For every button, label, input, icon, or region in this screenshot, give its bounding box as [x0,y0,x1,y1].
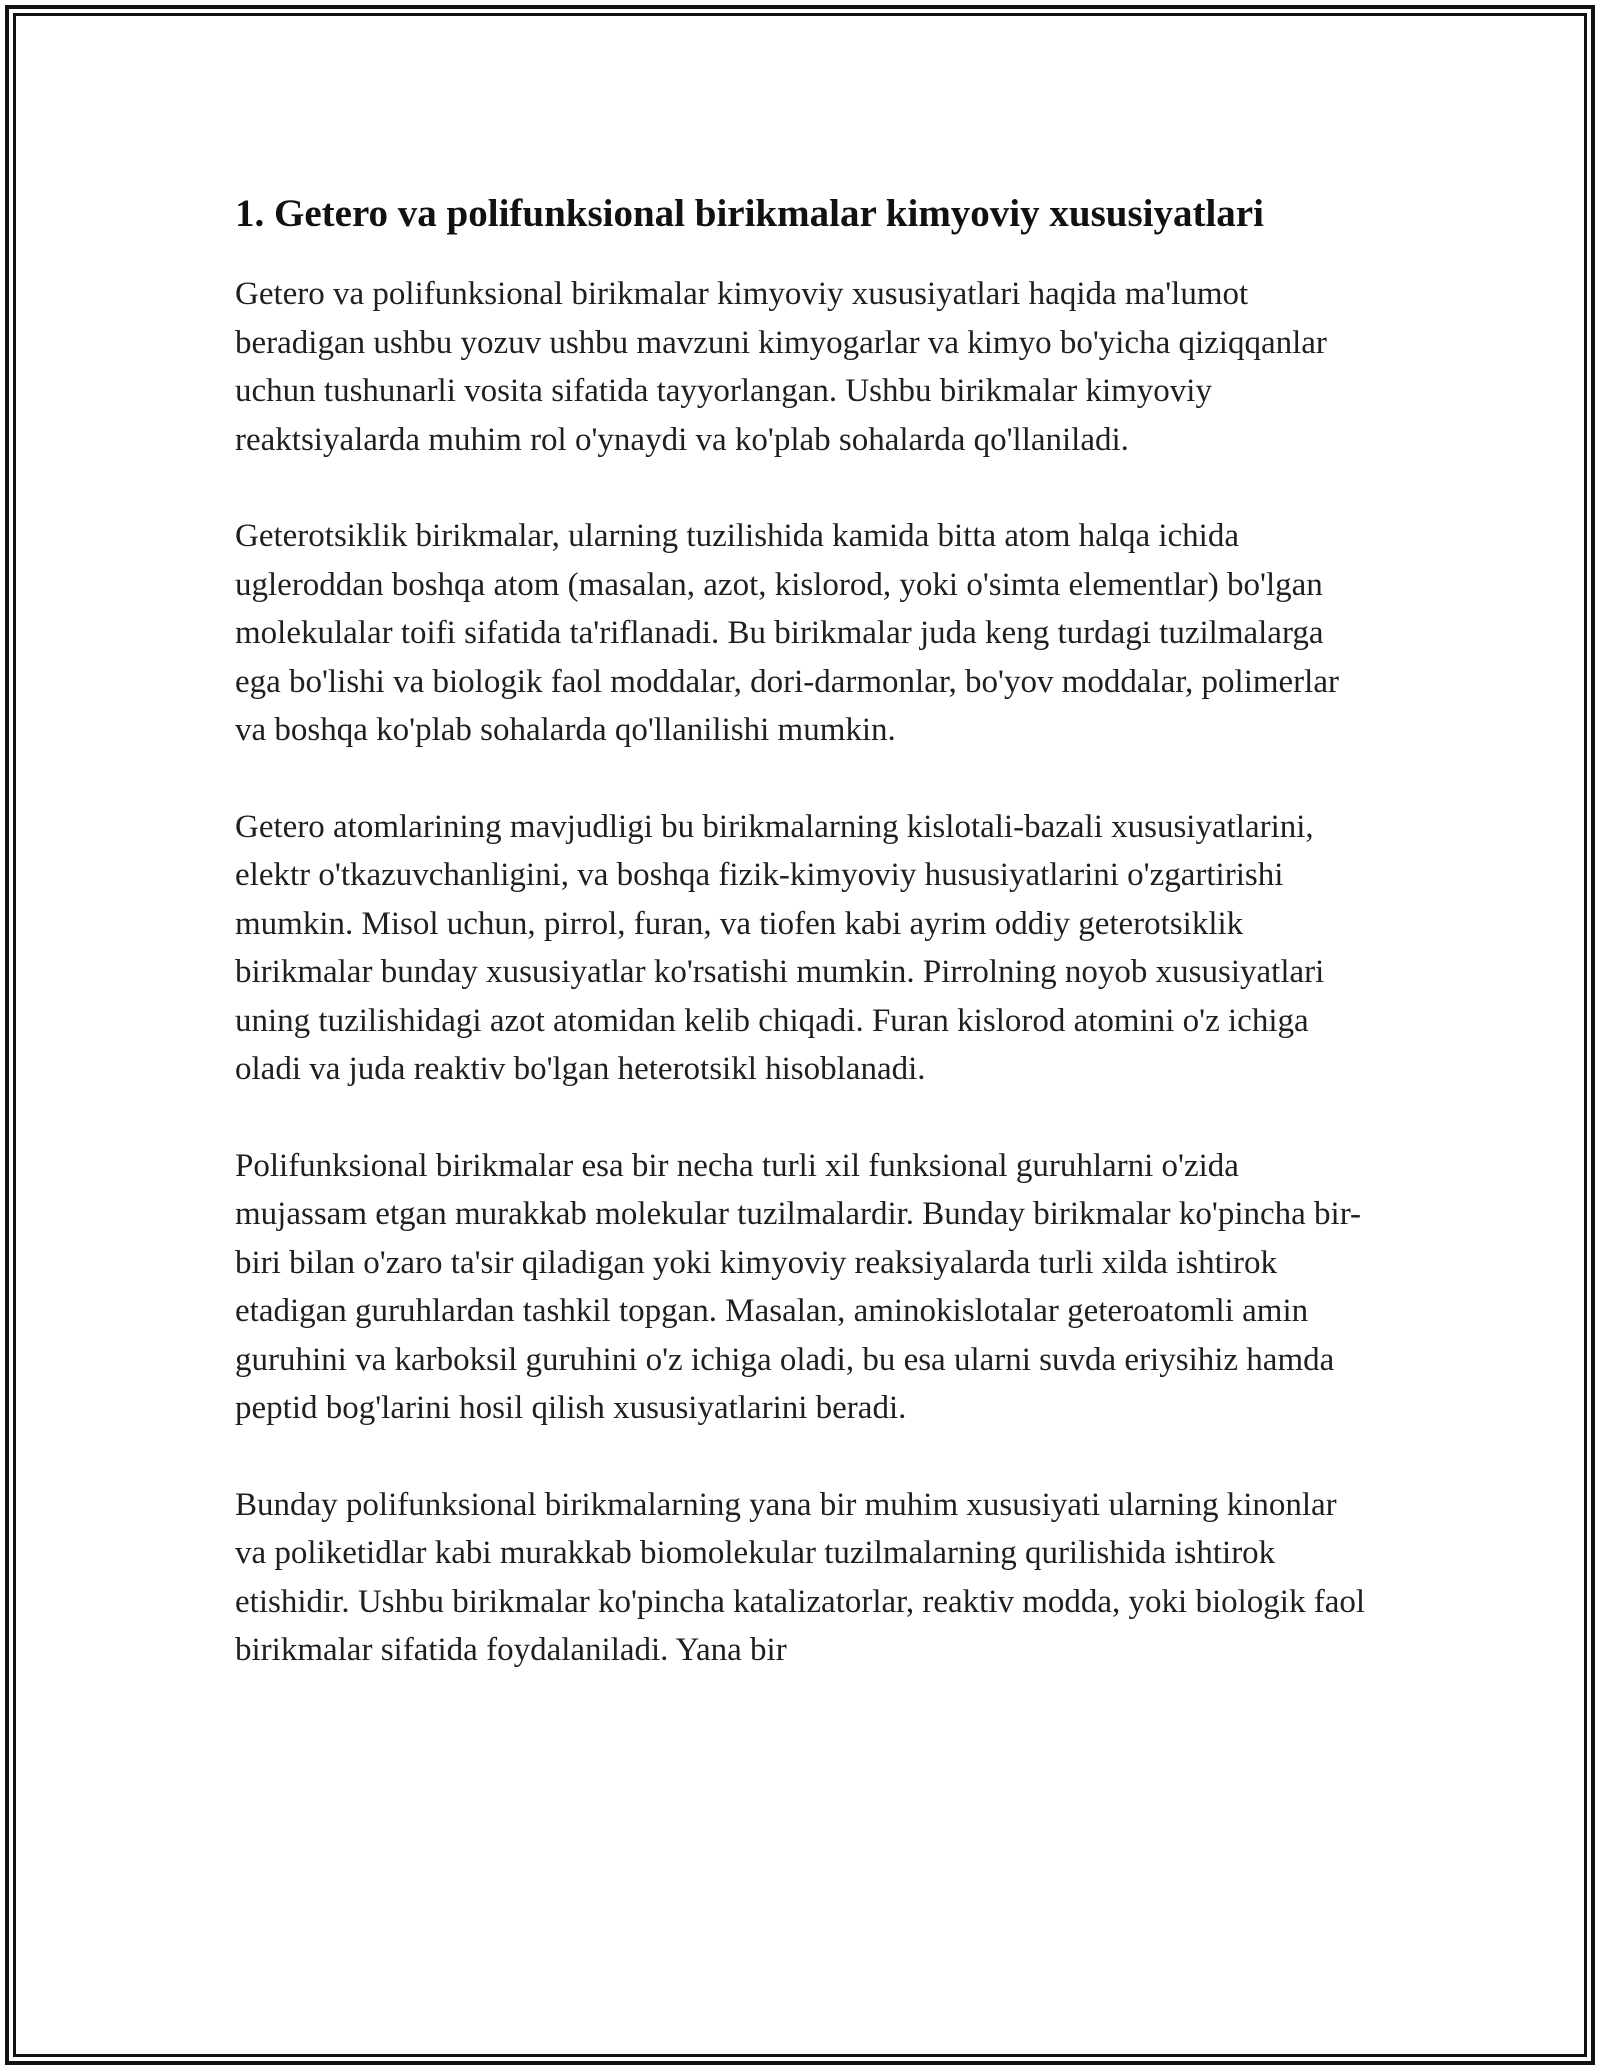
paragraph-biomolecular: Bunday polifunksional birikmalarning yana bir muhim xususiyati ularning kinonlar va poliketidlar kabi murakkab biomolekular tuzilmalarning qurilishida ishtirok etishidir. Ushbu birikmalar ko'pincha katalizatorlar, reaktiv modda, yoki biologik faol birikmalar sifatida foydalaniladi. Yana bir [235,1486,1366,1668]
document-body [235,186,1370,1723]
paragraph-polyfunctional: Polifunksional birikmalar esa bir necha turli xil funksional guruhlarni o'zida mujassam etgan murakkab molekular tuzilmalardir. Bunday birikmalar ko'pincha bir-biri bilan o'zaro ta'sir qiladigan yoki kimyoviy reaksiyalarda turli xilda ishtirok etadigan guruhlardan tashkil topgan. Masalan, aminokislotalar geteroatomli amin guruhini va karboksil guruhini o'z ichiga oladi, bu esa ularni suvda eriysihiz hamda peptid bog'larini hosil qilish xususiyatlarini beradi. [235,1147,1362,1426]
paragraph-intro: Getero va polifunksional birikmalar kimyoviy xususiyatlari haqida ma'lumot beradigan ushbu yozuv ushbu mavzuni kimyogarlar va kimyo bo'yicha qiziqqanlar uchun tushunarli vosita sifatida tayyorlangan. Ushbu birikmalar kimyoviy reaktsiyalarda muhim rol o'ynaydi va ko'plab sohalarda qo'llaniladi. [235,276,1327,458]
paragraph-heteroatoms: Getero atomlarining mavjudligi bu birikmalarning kislotali-bazali xususiyatlarini, elektr o'tkazuvchanligini, va boshqa fizik-kimyoviy hususiyatlarini o'zgartirishi mumkin. Misol uchun, pirrol, furan, va tiofen kabi ayrim oddiy geterotsiklik birikmalar bunday xususiyatlar ko'rsatishi mumkin. Pirrolning noyob xususiyatlari uning tuzilishidagi azot atomidan kelib chiqadi. Furan kislorod atomini o'z ichiga oladi va juda reaktiv bo'lgan heterotsikl hisoblanadi. [235,808,1325,1087]
paragraph-heterocyclic: Geterotsiklik birikmalar, ularning tuzilishida kamida bitta atom halqa ichida ugleroddan boshqa atom (masalan, azot, kislorod, yoki o'simta elementlar) bo'lgan molekulalar toifi sifatida ta'riflanadi. Bu birikmalar juda keng turdagi tuzilmalarga ega bo'lishi va biologik faol moddalar, dori-darmonlar, bo'yov moddalar, polimerlar va boshqa ko'plab sohalarda qo'llanilishi mumkin. [235,518,1339,748]
section-title: 1. Getero va polifunksional birikmalar kimyoviy xususiyatlari [235,192,1264,235]
